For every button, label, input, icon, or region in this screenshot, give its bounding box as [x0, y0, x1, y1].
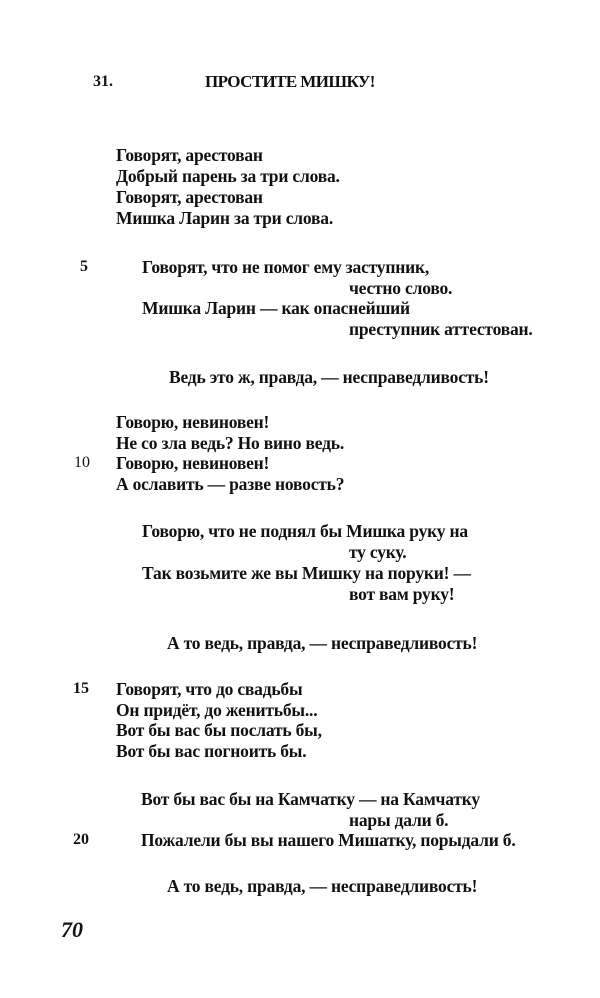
verse-line: Он придёт, до женитьбы... — [116, 700, 318, 720]
verse-line: честно слово. — [349, 278, 453, 298]
verse-line: Вот бы вас бы на Камчатку — на Камчатку — [141, 789, 480, 809]
verse-line: Мишка Ларин — как опаснейший — [142, 298, 410, 318]
verse-line: Так возьмите же вы Мишку на поруки! — — [142, 563, 471, 583]
verse-line: Говорят, что до свадьбы — [116, 679, 303, 699]
verse-line: преступник аттестован. — [349, 319, 533, 339]
verse-line: нары дали б. — [349, 810, 449, 830]
verse-line: Мишка Ларин за три слова. — [116, 208, 334, 228]
line-number: 20 — [73, 831, 89, 848]
refrain-line: А то ведь, правда, — несправедливость! — [167, 876, 478, 896]
verse-line: Говорят, что не помог ему заступник, — [142, 257, 430, 277]
refrain-line: Ведь это ж, правда, — несправедливость! — [169, 367, 489, 387]
refrain-line: А то ведь, правда, — несправедливость! — [167, 633, 478, 653]
poem-number: 31. — [93, 73, 113, 90]
verse-line: Говорю, невиновен! — [116, 453, 270, 473]
line-number: 15 — [73, 680, 89, 697]
verse-line: Вот бы вас бы послать бы, — [116, 720, 322, 740]
poem-title: ПРОСТИТЕ МИШКУ! — [205, 72, 375, 91]
verse-line: Говорят, арестован — [116, 145, 263, 165]
verse-line: ту суку. — [349, 542, 407, 562]
verse-line: Говорю, что не поднял бы Мишка руку на — [142, 521, 468, 541]
verse-line: Говорю, невиновен! — [116, 412, 270, 432]
verse-line: Не со зла ведь? Но вино ведь. — [116, 433, 344, 453]
page-number: 70 — [61, 917, 83, 942]
verse-line: Добрый парень за три слова. — [116, 166, 340, 186]
verse-line: Вот бы вас погноить бы. — [116, 741, 307, 761]
verse-line: Пожалели бы вы нашего Мишатку, порыдали б. — [141, 830, 516, 850]
line-number: 10 — [74, 454, 90, 471]
verse-line: Говорят, арестован — [116, 187, 263, 207]
verse-line: А ославить — разве новость? — [116, 474, 345, 494]
line-number: 5 — [80, 258, 88, 275]
verse-line: вот вам руку! — [349, 584, 455, 604]
